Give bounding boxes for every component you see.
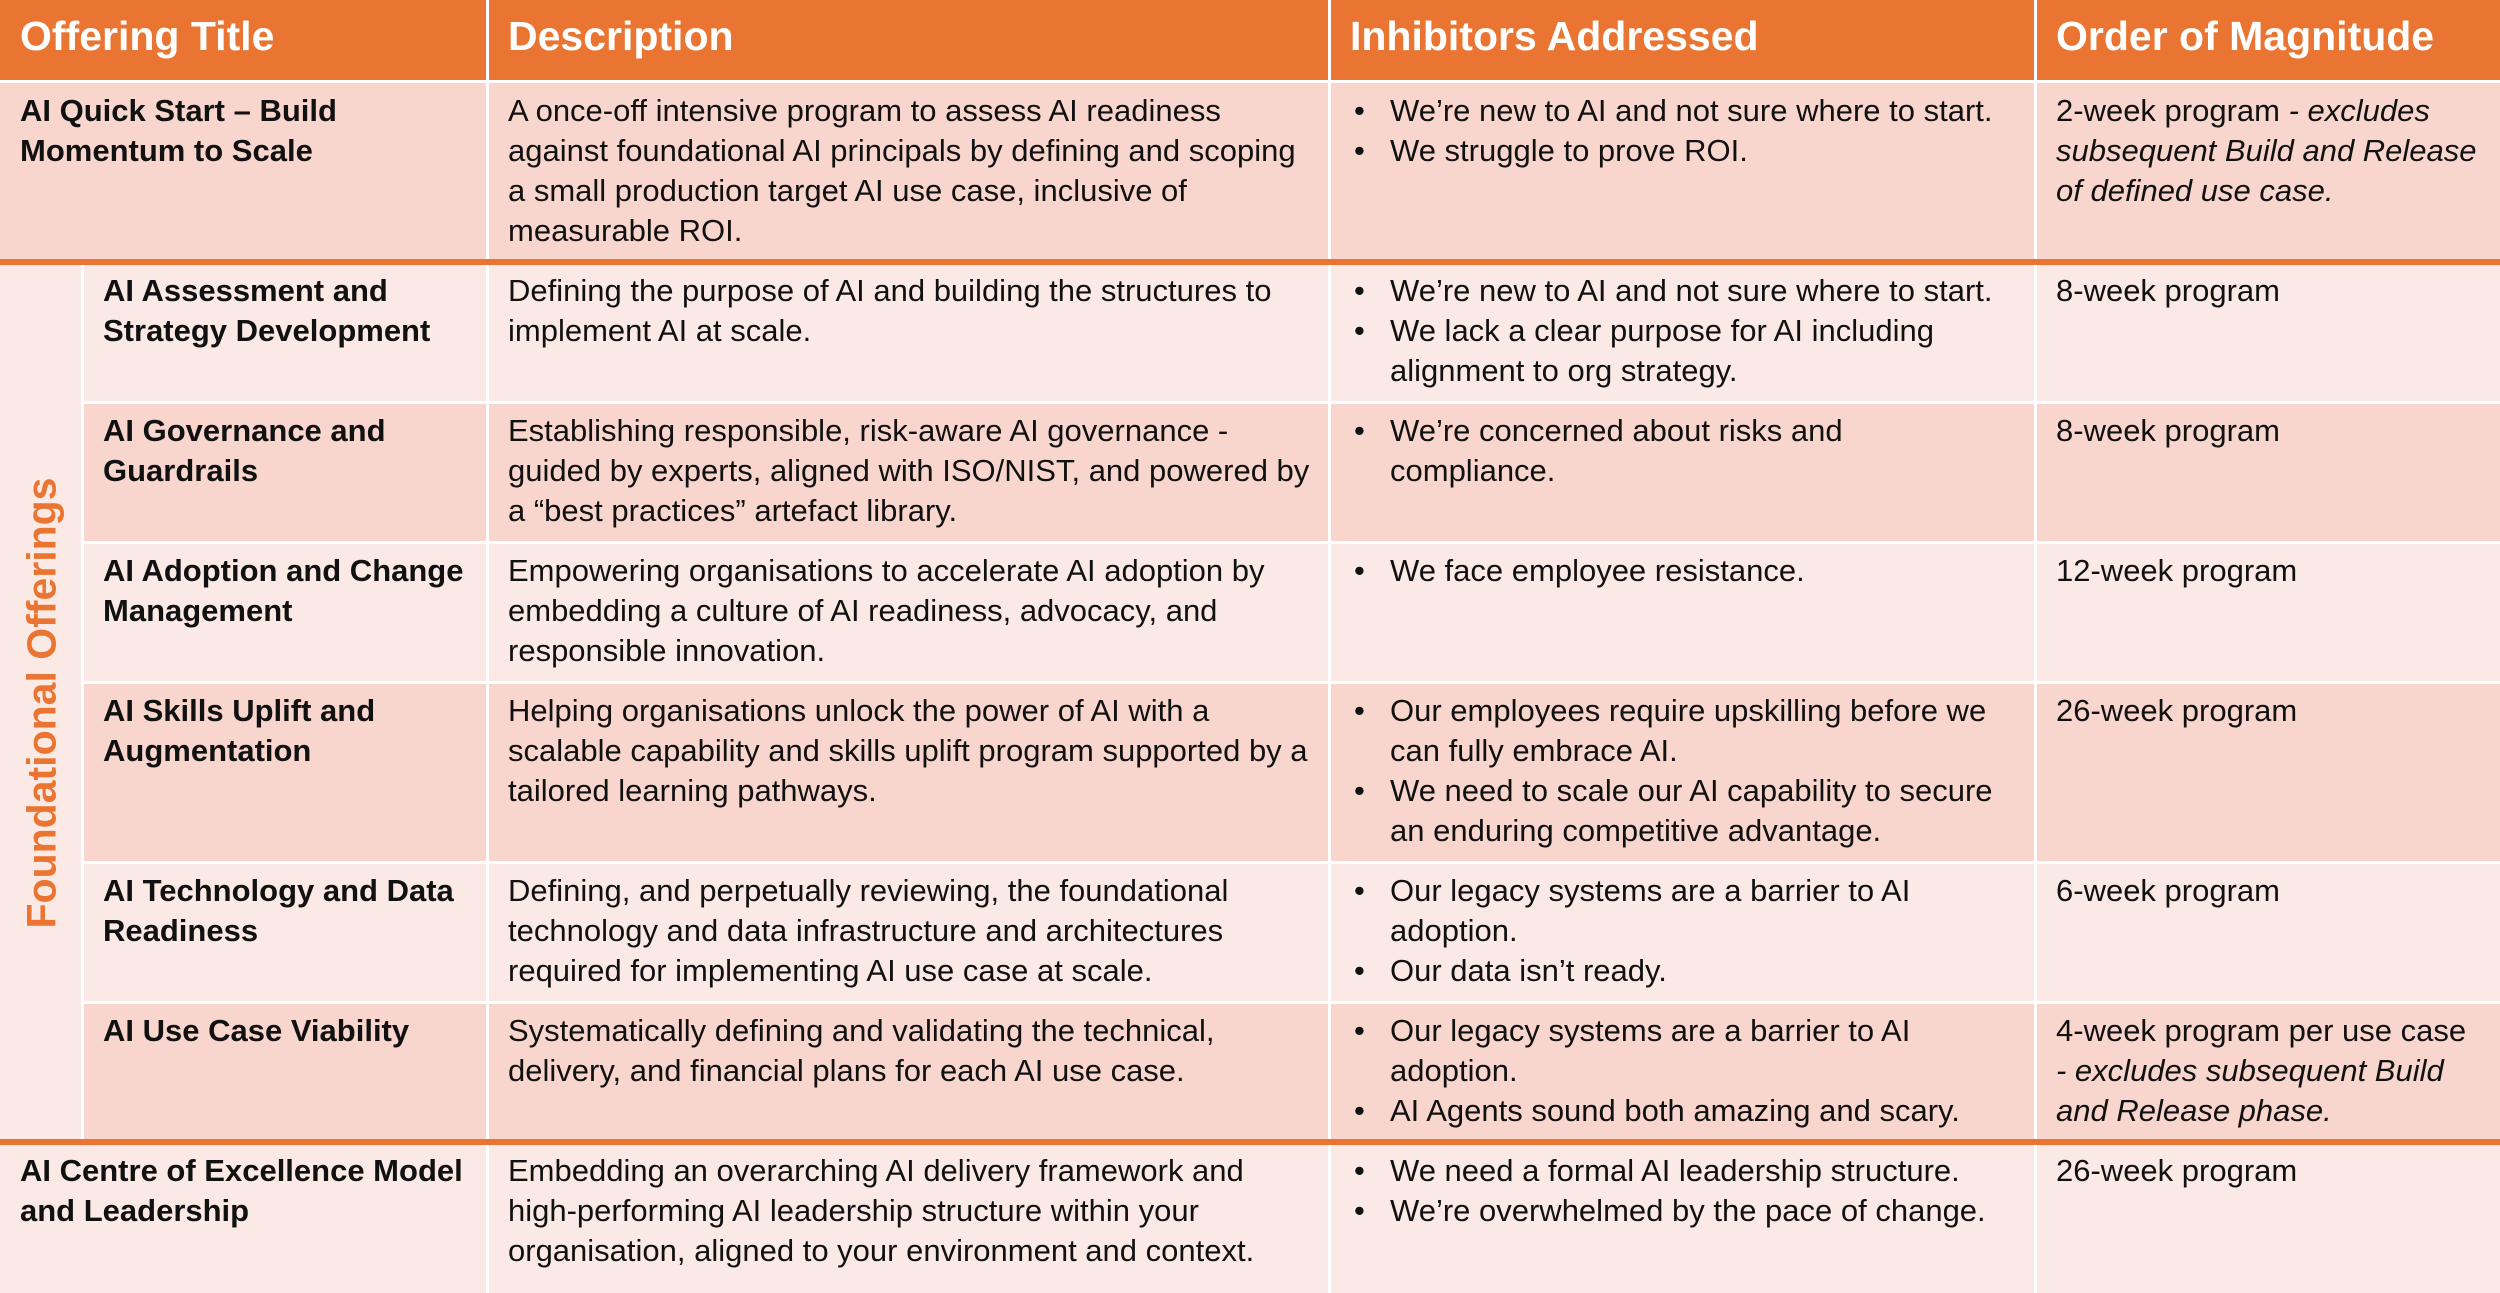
foundational-offerings-text: Foundational Offerings [18,477,64,929]
magnitude-duration: 26-week program [2056,1153,2298,1188]
inhibitor-item: • We need to scale our AI capability to secure an enduring competitive advantage. [1350,771,2016,851]
order-of-magnitude [2036,263,2500,403]
row-divider [83,861,2500,864]
inhibitor-item: • We’re new to AI and not sure where to start. [1350,91,2016,131]
inhibitor-item: • Our legacy systems are a barrier to AI adoption. [1350,871,2016,951]
offering-description: Helping organisations unlock the power of AI with a scalable capability and skills uplift program supported by a tailored learning pathways. [488,683,1330,863]
order-of-magnitude [2036,863,2500,1003]
magnitude-note: - excludes subsequent Build and Release phase. [2056,1053,2444,1128]
offering-title: AI Assessment and Strategy Development [83,263,488,403]
section-divider [0,1139,2500,1145]
row-divider [83,1001,2500,1004]
column-divider [486,0,489,1293]
inhibitors-cell [1330,1143,2036,1293]
offering-title: AI Skills Uplift and Augmentation [83,683,488,863]
inhibitor-list [1350,551,2016,591]
inhibitor-list [1350,1151,2016,1231]
inhibitor-item: • We lack a clear purpose for AI including alignment to org strategy. [1350,311,2016,391]
offering-title: AI Use Case Viability [83,1003,488,1143]
order-of-magnitude [2036,403,2500,543]
inhibitors-cell [1330,543,2036,683]
inhibitor-list [1350,271,2016,391]
magnitude-duration: 4-week program per use case [2056,1013,2467,1048]
column-divider [2034,0,2037,1293]
magnitude-duration: 2-week program [2056,93,2280,128]
order-of-magnitude [2036,683,2500,863]
inhibitors-cell [1330,83,2036,263]
offering-title: AI Centre of Excellence Model and Leadership [0,1143,488,1293]
inhibitors-cell [1330,1003,2036,1143]
magnitude-duration: 8-week program [2056,273,2280,308]
offering-title: AI Technology and Data Readiness [83,863,488,1003]
offering-description: Empowering organisations to accelerate AI adoption by embedding a culture of AI readiness, advocacy, and responsible innovation. [488,543,1330,683]
offering-title: AI Adoption and Change Management [83,543,488,683]
offering-description: Defining, and perpetually reviewing, the foundational technology and data infrastructure and architectures required for implementing AI use case at scale. [488,863,1330,1003]
magnitude-duration: 12-week program [2056,553,2298,588]
inhibitors-cell [1330,683,2036,863]
inhibitors-cell [1330,403,2036,543]
row-divider [83,541,2500,544]
column-divider [1328,0,1331,1293]
magnitude-note: - excludes subsequent Build and Release of defined use case. [2056,93,2477,208]
inhibitor-item: • We’re new to AI and not sure where to start. [1350,271,2016,311]
inhibitor-list [1350,91,2016,171]
order-of-magnitude [2036,83,2500,263]
inhibitor-item: • We’re concerned about risks and compliance. [1350,411,2016,491]
inhibitor-item: • Our legacy systems are a barrier to AI adoption. [1350,1011,2016,1091]
offering-title: AI Quick Start – Build Momentum to Scale [0,83,488,263]
inhibitor-list [1350,871,2016,991]
row-divider [83,401,2500,404]
offering-description: A once-off intensive program to assess AI readiness against foundational AI principals by defining and scoping a small production target AI use case, inclusive of measurable ROI. [488,83,1330,263]
order-of-magnitude [2036,1003,2500,1143]
offering-description: Defining the purpose of AI and building the structures to implement AI at scale. [488,263,1330,403]
inhibitors-cell [1330,863,2036,1003]
inhibitor-list [1350,691,2016,851]
inhibitors-cell [1330,263,2036,403]
inhibitor-item: • Our data isn’t ready. [1350,951,2016,991]
magnitude-duration: 8-week program [2056,413,2280,448]
inhibitor-item: • Our employees require upskilling before we can fully embrace AI. [1350,691,2016,771]
inhibitor-item: • We face employee resistance. [1350,551,2016,591]
foundational-offerings-label [0,263,83,1143]
header-inhibitors: Inhibitors Addressed [1330,0,2036,80]
order-of-magnitude [2036,543,2500,683]
magnitude-duration: 6-week program [2056,873,2280,908]
header-description: Description [488,0,1330,80]
inhibitor-item: • We’re overwhelmed by the pace of change. [1350,1191,2016,1231]
order-of-magnitude [2036,1143,2500,1293]
header-offering-title: Offering Title [0,0,488,80]
row-divider [83,681,2500,684]
offering-title: AI Governance and Guardrails [83,403,488,543]
inhibitor-list [1350,411,2016,491]
offering-description: Systematically defining and validating the technical, delivery, and financial plans for each AI use case. [488,1003,1330,1143]
offering-description: Establishing responsible, risk-aware AI governance - guided by experts, aligned with ISO/NIST, and powered by a “best practices” artefact library. [488,403,1330,543]
inhibitor-list [1350,1011,2016,1131]
magnitude-duration: 26-week program [2056,693,2298,728]
inhibitor-item: • We need a formal AI leadership structure. [1350,1151,2016,1191]
offering-description: Embedding an overarching AI delivery framework and high-performing AI leadership structure within your organisation, aligned to your environment and context. [488,1143,1330,1293]
inhibitor-item: • AI Agents sound both amazing and scary. [1350,1091,2016,1131]
header-magnitude: Order of Magnitude [2036,0,2500,80]
column-divider [81,263,84,1143]
inhibitor-item: • We struggle to prove ROI. [1350,131,2016,171]
section-divider [0,259,2500,265]
